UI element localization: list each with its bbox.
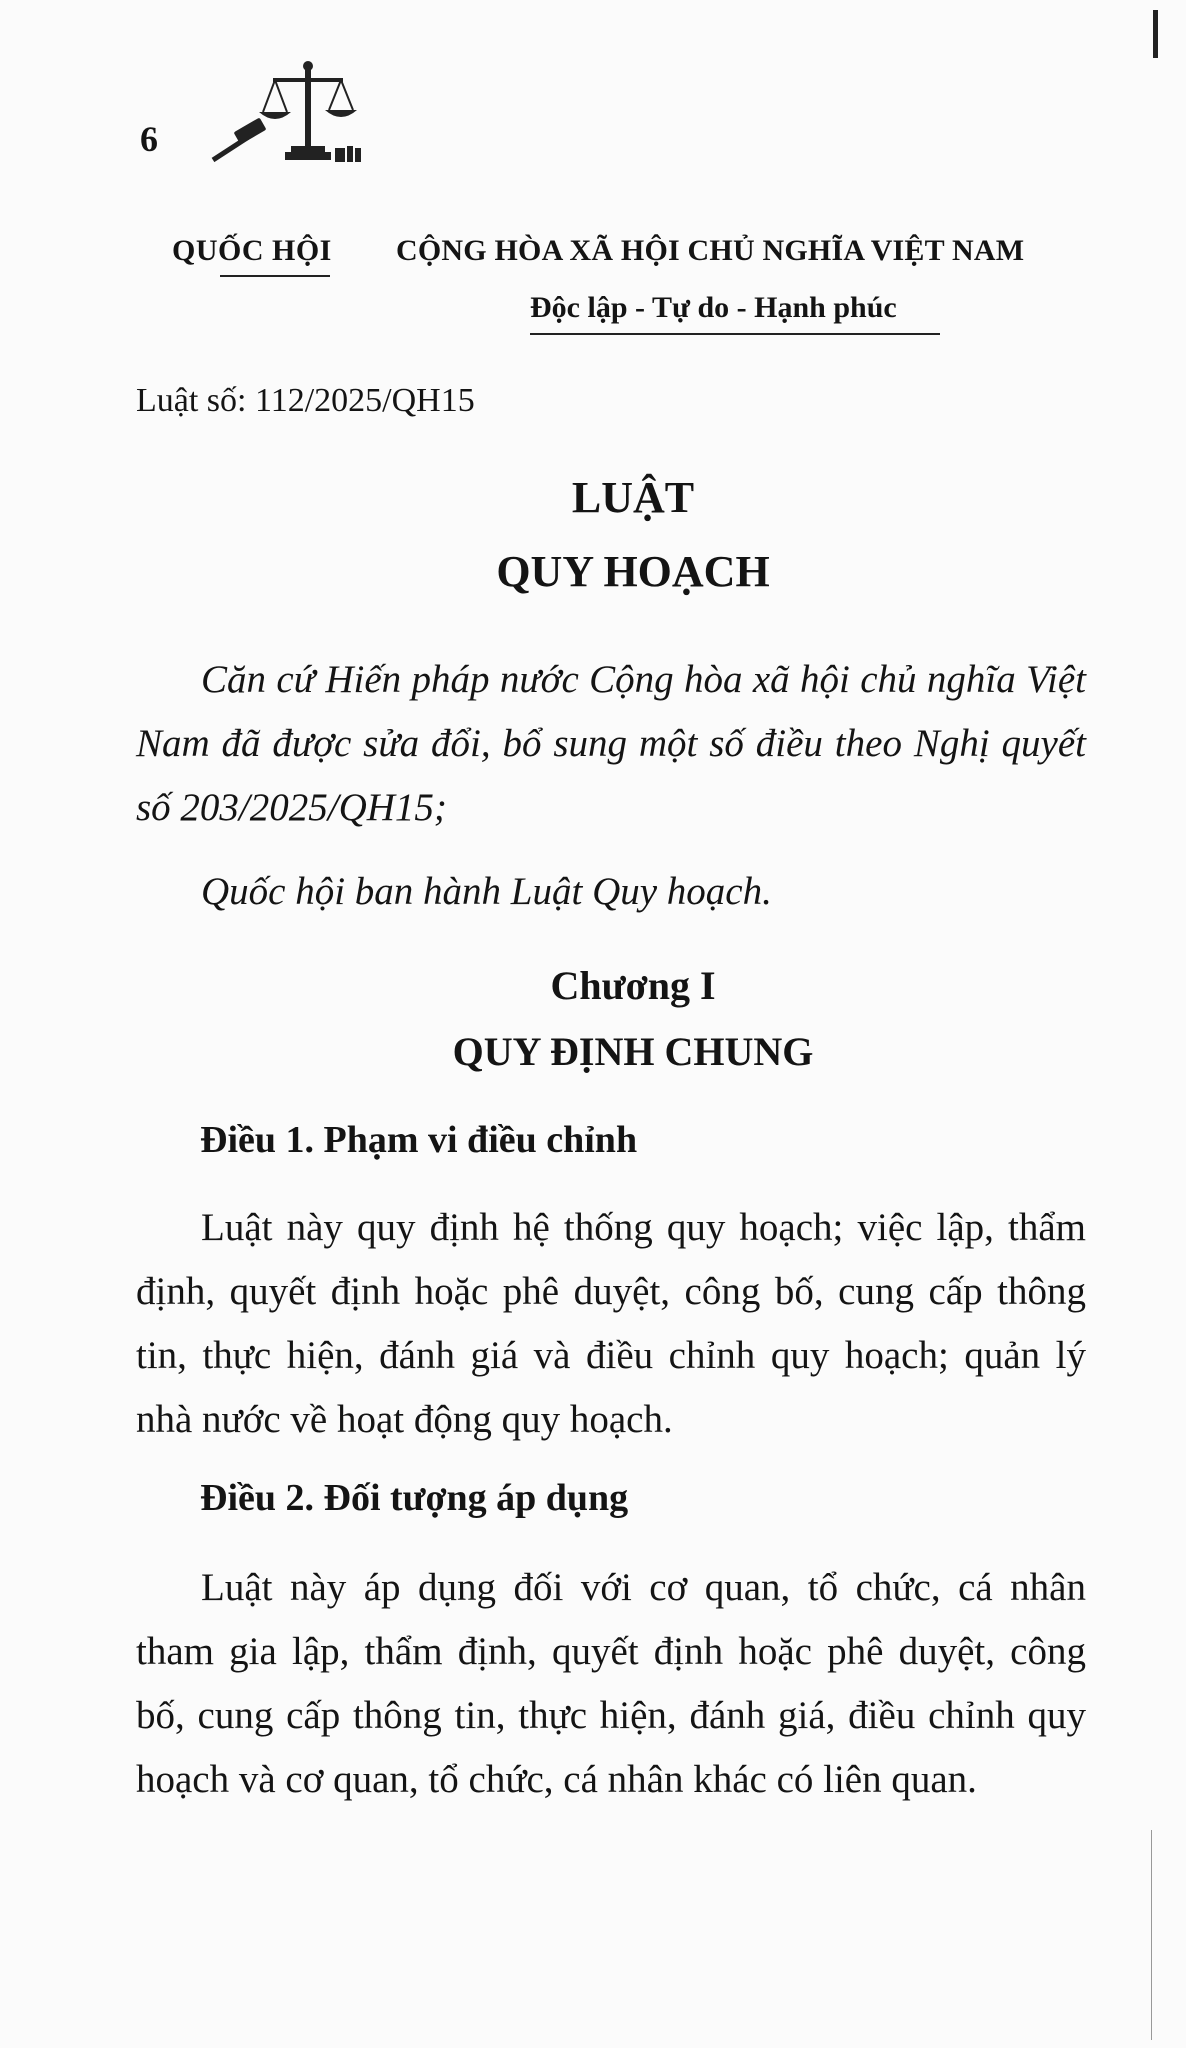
law-preamble: Căn cứ Hiến pháp nước Cộng hòa xã hội chủ nghĩa Việt Nam đã được sửa đổi, bổ sung một số điều theo Nghị quyết số 203/2025/QH15; xyxy=(136,658,1086,829)
nation-motto: Độc lập - Tự do - Hạnh phúc xyxy=(530,291,897,324)
article-2-title: Điều 2. Đối tượng áp dụng xyxy=(200,1477,629,1519)
issuer-name: QUỐC HỘI xyxy=(172,234,332,267)
chapter-number: Chương I xyxy=(550,963,716,1008)
law-title-line2: QUY HOẠCH xyxy=(496,547,770,596)
page-edge-mark xyxy=(1153,10,1158,58)
law-number: Luật số: 112/2025/QH15 xyxy=(136,382,475,419)
article-2-body: Luật này áp dụng đối với cơ quan, tổ chức, cá nhân tham gia lập, thẩm định, quyết định hoặc phê duyệt, công bố, cung cấp thông tin, thực hiện, đánh giá, điều chỉnh quy hoạch và cơ quan, tổ chức, cá nhân khác có liên quan. xyxy=(136,1566,1086,1801)
law-enactment: Quốc hội ban hành Luật Quy hoạch. xyxy=(201,870,772,913)
law-title-line1: LUẬT xyxy=(571,473,695,522)
page-edge-line xyxy=(1151,1830,1152,2040)
page-number: 6 xyxy=(140,119,158,159)
scales-of-justice-gavel-icon xyxy=(205,60,375,170)
article-1-title: Điều 1. Phạm vi điều chỉnh xyxy=(200,1119,638,1161)
motto-underline xyxy=(530,333,940,335)
nation-name: CỘNG HÒA XÃ HỘI CHỦ NGHĨA VIỆT NAM xyxy=(396,234,1025,267)
article-1-body: Luật này quy định hệ thống quy hoạch; việc lập, thẩm định, quyết định hoặc phê duyệt, công bố, cung cấp thông tin, thực hiện, đánh giá và điều chỉnh quy hoạch; quản lý nhà nước về hoạt động quy hoạch. xyxy=(136,1206,1086,1441)
chapter-name: QUY ĐỊNH CHUNG xyxy=(452,1029,814,1074)
issuer-underline xyxy=(220,275,330,277)
